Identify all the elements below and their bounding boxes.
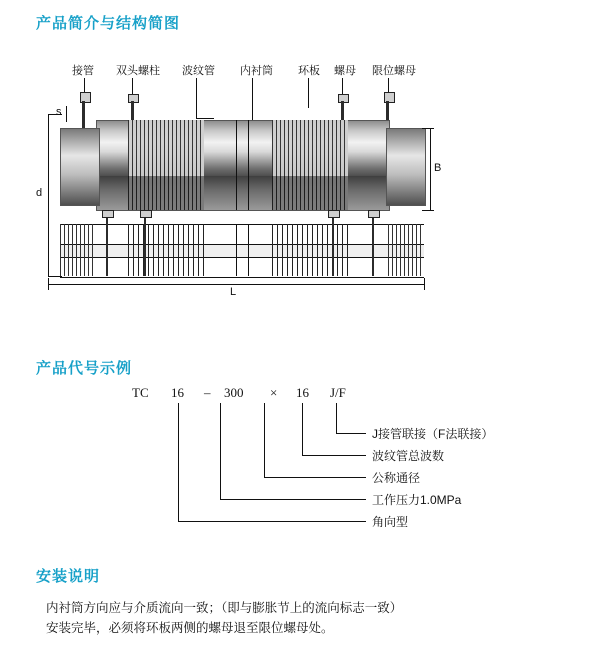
code-token-2: – bbox=[204, 385, 211, 400]
section-stud bbox=[332, 214, 334, 276]
ring-plate-edge bbox=[248, 224, 249, 276]
code-leader bbox=[264, 477, 366, 478]
code-leader bbox=[336, 403, 337, 433]
code-leader bbox=[302, 403, 303, 455]
leader-line bbox=[196, 78, 197, 118]
corrugation-left bbox=[128, 120, 204, 176]
code-leader bbox=[336, 433, 366, 434]
structure-diagram bbox=[36, 62, 564, 298]
section-inner-liner bbox=[60, 244, 424, 258]
code-leader bbox=[220, 403, 221, 499]
code-leader bbox=[220, 499, 366, 500]
part-label-6: 限位螺母 bbox=[372, 65, 416, 77]
section-corrugation-left bbox=[128, 224, 204, 276]
code-desc-3: 工作压力1.0MPa bbox=[372, 493, 462, 507]
section-hatch-left bbox=[60, 224, 96, 276]
corrugation-left-lower bbox=[128, 176, 204, 210]
code-token-6: J/F bbox=[330, 385, 346, 400]
code-desc-1: 波纹管总波数 bbox=[372, 449, 445, 463]
ring-plate-edge bbox=[248, 120, 249, 210]
dim-tick bbox=[48, 276, 62, 277]
dim-tick bbox=[422, 128, 434, 129]
dim-label-d: d bbox=[36, 187, 43, 199]
dim-tick bbox=[424, 278, 425, 290]
dim-line-L bbox=[48, 284, 424, 285]
code-token-5: 16 bbox=[296, 385, 309, 400]
install-note-0: 内衬筒方向应与介质流向一致；（即与膨胀节上的流向标志一致） bbox=[46, 601, 403, 615]
install-note-1: 安装完毕，必须将环板两侧的螺母退至限位螺母处。 bbox=[46, 621, 334, 635]
product-code-example bbox=[36, 385, 564, 545]
dim-line-s bbox=[66, 106, 67, 122]
nut-icon bbox=[368, 210, 380, 218]
install-notes bbox=[46, 598, 566, 638]
dim-line-d bbox=[48, 114, 49, 276]
section-corrugation-right bbox=[272, 224, 348, 276]
leader-tie bbox=[196, 118, 214, 119]
code-desc-2: 公称通径 bbox=[372, 471, 421, 485]
section-stud bbox=[372, 214, 374, 276]
code-token-0: TC bbox=[132, 385, 149, 400]
part-label-3: 内衬筒 bbox=[240, 65, 273, 77]
dim-line-B bbox=[430, 128, 431, 210]
part-label-1: 双头螺柱 bbox=[116, 65, 160, 77]
end-pipe-left bbox=[60, 128, 100, 206]
section-stud bbox=[106, 214, 108, 276]
part-label-0: 接管 bbox=[72, 65, 94, 77]
nut-icon bbox=[328, 210, 340, 218]
leader-line bbox=[252, 78, 253, 126]
code-leader bbox=[178, 403, 179, 521]
section-hatch-right bbox=[388, 224, 424, 276]
page-title-install: 安装说明 bbox=[36, 568, 101, 585]
dim-label-L: L bbox=[230, 286, 237, 298]
page-title-code: 产品代号示例 bbox=[36, 360, 133, 377]
leader-line bbox=[308, 78, 309, 108]
code-leader bbox=[264, 403, 265, 477]
code-token-3: 300 bbox=[224, 385, 244, 400]
corrugation-right-lower bbox=[272, 176, 348, 210]
nut-icon bbox=[102, 210, 114, 218]
dim-tick bbox=[48, 278, 49, 290]
code-token-4: × bbox=[270, 385, 278, 400]
code-leader bbox=[302, 455, 366, 456]
ring-plate-edge bbox=[236, 224, 237, 276]
corrugation-right bbox=[272, 120, 348, 176]
code-desc-4: 角向型 bbox=[372, 515, 409, 529]
part-label-2: 波纹管 bbox=[182, 65, 215, 77]
nut-icon bbox=[140, 210, 152, 218]
dim-tick bbox=[422, 210, 434, 211]
part-label-4: 环板 bbox=[298, 65, 320, 77]
page-title-intro: 产品简介与结构简图 bbox=[36, 15, 181, 32]
part-label-5: 螺母 bbox=[334, 65, 356, 77]
ring-plate-edge bbox=[236, 120, 237, 210]
section-stud bbox=[144, 214, 146, 276]
dim-label-s: s bbox=[56, 106, 62, 118]
code-desc-0: J接管联接（F法联接） bbox=[372, 427, 494, 441]
end-pipe-right bbox=[386, 128, 426, 206]
code-leader bbox=[178, 521, 366, 522]
code-token-1: 16 bbox=[171, 385, 184, 400]
dim-label-B: B bbox=[434, 162, 442, 174]
stud-bolt bbox=[82, 101, 85, 129]
